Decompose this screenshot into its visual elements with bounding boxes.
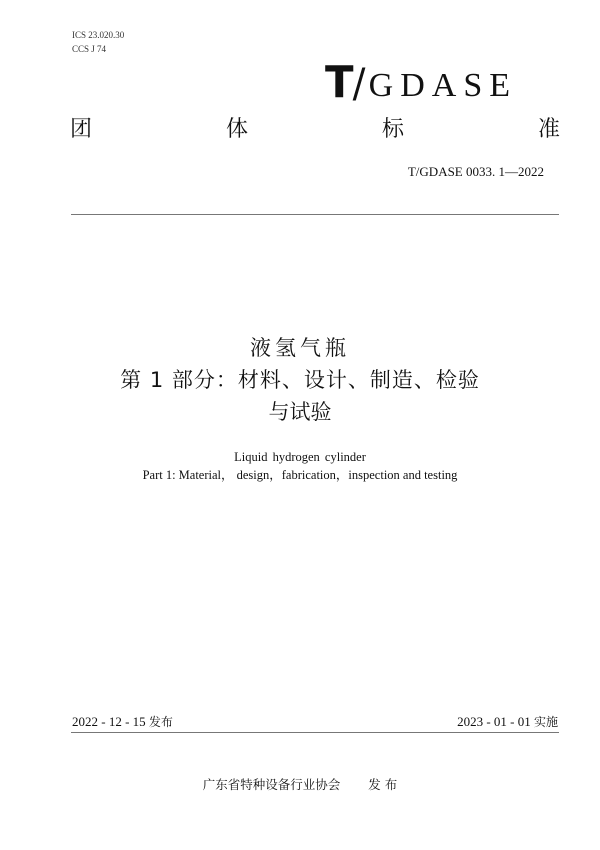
- issue-date-label: 发布: [148, 715, 173, 729]
- ccs-code: CCS J 74: [72, 44, 107, 54]
- logo-mark: [325, 57, 364, 108]
- implement-date-label: 实施: [533, 715, 558, 729]
- gdase-logo: [324, 58, 517, 106]
- standard-type-char: 准: [537, 117, 560, 142]
- issue-date: [72, 714, 173, 730]
- title-en-line2: Part 1: Material， design，fabrication，inspection and testing: [142, 468, 458, 482]
- logo-word: GDASE: [368, 67, 517, 104]
- standard-type-char: 标: [381, 117, 404, 142]
- standard-number: T/GDASE 0033. 1—2022: [407, 164, 544, 179]
- publisher: [0, 776, 600, 794]
- top-divider: [71, 214, 559, 215]
- publisher-action: 发 布: [368, 777, 398, 792]
- bottom-divider: [71, 732, 559, 733]
- title-cn-line2: 第 1 部分：材料、设计、制造、检验: [120, 368, 480, 392]
- logo-mark-t: T: [325, 57, 352, 108]
- publisher-name: 广东省特种设备行业协会: [202, 777, 341, 792]
- title-cn-line1: 液氢气瓶: [250, 336, 350, 360]
- standard-type-char: 体: [225, 117, 248, 142]
- standard-type-char: 团: [70, 117, 93, 142]
- title-cn-line3: 与试验: [268, 400, 332, 424]
- standard-type-heading: [70, 115, 560, 145]
- implement-date: [457, 714, 558, 730]
- logo-mark-slash: /: [352, 61, 364, 107]
- ics-code: ICS 23.020.30: [72, 30, 125, 40]
- issue-date-value: 2022 - 12 - 15: [72, 714, 146, 729]
- title-en-line1: Liquid hydrogen cylinder: [234, 450, 366, 464]
- implement-date-value: 2023 - 01 - 01: [457, 714, 531, 729]
- classification-codes: [72, 28, 124, 56]
